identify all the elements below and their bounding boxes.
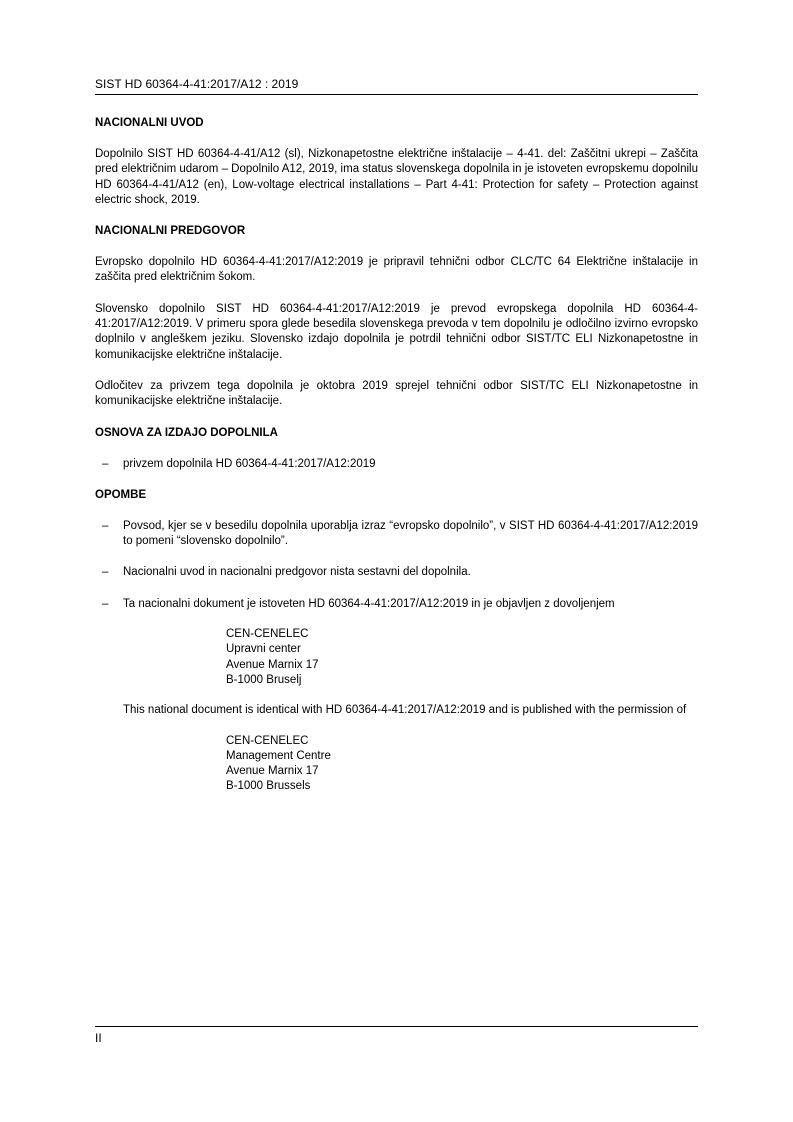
list-item-text: privzem dopolnila HD 60364-4-41:2017/A12:2019 <box>123 457 376 470</box>
list-item-text: Ta nacionalni dokument je istoveten HD 60364-4-41:2017/A12:2019 in je objavljen z dovoljenjem <box>123 597 615 610</box>
address-line: Avenue Marnix 17 <box>226 765 319 778</box>
header-rule <box>95 94 698 95</box>
english-note: This national document is identical with HD 60364-4-41:2017/A12:2019 and is published with the permission of <box>123 704 687 717</box>
list-dash: – <box>102 457 109 470</box>
list-dash: – <box>102 519 109 532</box>
paragraph-uvod: Dopolnilo SIST HD 60364-4-41/A12 (sl), Nizkonapetostne električne inštalacije – 4-41. del: Zaščitni ukrepi – Zaščita pred električnim udarom – Dopolnilo A12, 2019, ima status slovenskega dopolnila in je istoveten evropskemu dopolnilu HD 60364-4-41/A12 (en), Low-voltage electrical installations – Part 4-41: Protection for safety – Protection against electric shock, 2019. <box>95 148 698 206</box>
address-line: Upravni center <box>226 643 301 656</box>
footer-rule <box>95 1026 698 1027</box>
document-header: SIST HD 60364-4-41:2017/A12 : 2019 <box>95 77 299 91</box>
list-item-text: Povsod, kjer se v besedilu dopolnila uporablja izraz “evropsko dopolnilo”, v SIST HD 60364-4-41:2017/A12:2019 to pomeni “slovensko dopolnilo”. <box>123 519 698 548</box>
address-line: CEN-CENELEC <box>226 628 309 641</box>
list-item-text: Nacionalni uvod in nacionalni predgovor nista sestavni del dopolnila. <box>123 566 471 579</box>
address-line: Avenue Marnix 17 <box>226 658 319 671</box>
heading-opombe: OPOMBE <box>95 488 147 501</box>
address-line: B-1000 Bruselj <box>226 673 302 686</box>
paragraph-predgovor-1: Evropsko dopolnilo HD 60364-4-41:2017/A12:2019 je pripravil tehnični odbor CLC/TC 64 Električne inštalacije in zaščita pred električnim šokom. <box>95 256 698 284</box>
list-item <box>95 457 698 472</box>
document-body <box>95 116 698 795</box>
heading-nacionalni-predgovor: NACIONALNI PREDGOVOR <box>95 225 246 238</box>
address-line: CEN-CENELEC <box>226 734 309 747</box>
heading-nacionalni-uvod: NACIONALNI UVOD <box>95 117 204 129</box>
address-block-en <box>226 734 698 795</box>
list-item <box>95 565 698 580</box>
address-line: Management Centre <box>226 749 331 762</box>
address-block-sl <box>226 627 698 688</box>
list-dash: – <box>102 566 109 579</box>
page-number: II <box>95 1031 102 1045</box>
list-item <box>95 597 698 612</box>
list-item <box>95 519 698 550</box>
heading-osnova: OSNOVA ZA IZDAJO DOPOLNILA <box>95 426 278 439</box>
paragraph-predgovor-3: Odločitev za privzem tega dopolnila je oktobra 2019 sprejel tehnični odbor SIST/TC ELI Nizkonapetostne in komunikacijske električne inštalacije. <box>95 379 698 408</box>
paragraph-predgovor-2: Slovensko dopolnilo SIST HD 60364-4-41:2017/A12:2019 je prevod evropskega dopolnila HD 60364-4-41:2017/A12:2019. V primeru spora glede besedila slovenskega prevoda v tem dopolnilu je odločilno izvirno evropsko doplnilo v angleškem jeziku. Slovensko izdajo dopolnila je potrdil tehnični odbor SIST/TC ELI Nizkonapetostne in komunikacijske električne inštalacije. <box>95 302 698 361</box>
list-dash: – <box>102 597 109 610</box>
address-line: B-1000 Brussels <box>226 780 311 793</box>
